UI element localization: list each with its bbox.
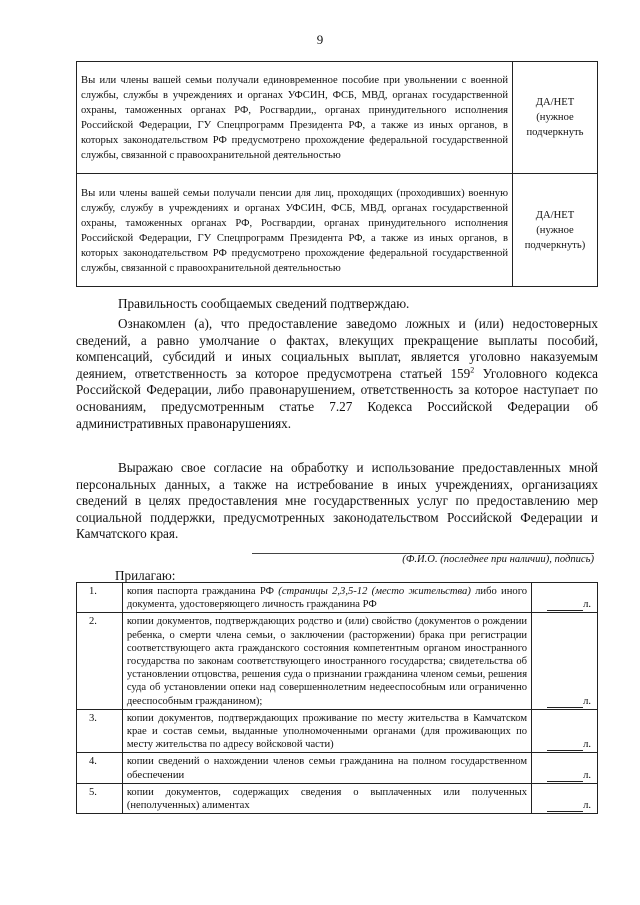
- answer-yes-no: ДА/НЕТ: [535, 209, 575, 221]
- page-number: 9: [316, 32, 324, 47]
- attachment-pages-field[interactable]: [532, 783, 598, 813]
- attachment-text: [122, 583, 531, 613]
- attachment-number: 1.: [77, 583, 123, 613]
- attachment-pages-field[interactable]: [532, 583, 598, 613]
- attachment-row: [77, 783, 598, 813]
- attachment-number: 5.: [77, 783, 123, 813]
- liability-warning: [76, 316, 598, 432]
- pages-suffix: л.: [583, 599, 591, 611]
- pages-suffix: л.: [583, 769, 591, 781]
- attachment-text-after: либо иного документа, удостоверяющего личность гражданина РФ: [126, 586, 528, 611]
- signature-caption: (Ф.И.О. (последнее при наличии), подпись): [402, 554, 594, 565]
- question-row: [77, 174, 598, 287]
- attachment-number: 4.: [77, 753, 123, 783]
- attachment-number: 3.: [77, 709, 123, 753]
- answer-yes-no: ДА/НЕТ: [535, 97, 575, 108]
- consent-statement: Выражаю свое согласие на обработку и использование предоставленных мной персональных данных, а также на истребование в иных учреждениях, организациях сведений в целях предоставления мне государственных услуг по предоставлению мер социальной поддержки, предусмотренных законодательством Российской Федерации и Камчатского края.: [76, 460, 598, 542]
- attachment-row: [77, 613, 598, 709]
- confirm-statement: Правильность сообщаемых сведений подтверждаю.: [118, 296, 410, 311]
- attachment-row: [77, 709, 598, 753]
- warning-text-part1: Ознакомлен (а), что предоставление заведомо ложных и (или) недостоверных сведений, а равно умолчание о фактах, влекущих прекращение выплаты пособий, компенсаций, субсидий и иных социальных выплат, является уголовно наказуемым деянием, ответственность за которое предусмотрена статьей 159: [76, 316, 598, 381]
- answer-note: (нужное подчеркнуть): [524, 224, 586, 251]
- pages-suffix: л.: [583, 695, 591, 707]
- question-text: Вы или члены вашей семьи получали пенсии для лиц, проходящих (проходивших) военную службу, службу в учреждениях и органах УФСИН, ФСБ, МВД, органах государственной охраны, таможенных органах РФ, Росгвардии, органах принудительного исполнения Российской Федерации, ГУ Спецпрограмм Президента РФ, а также из иных органов, в которых законодательством РФ предусмотрено прохождение федеральной государственной службы, связанной с правоохранительной деятельностью: [77, 174, 513, 287]
- questions-table: [76, 61, 598, 287]
- attachment-pages-field[interactable]: [532, 753, 598, 783]
- attachment-text-italic: (страницы 2,3,5-12 (место жительства): [278, 586, 471, 597]
- question-text: Вы или члены вашей семьи получали единовременное пособие при увольнении с военной службы, службы в учреждениях и органах УФСИН, ФСБ, МВД, органах государственной охраны, таможенных органах РФ, Росгвардии,, органах принудительного исполнения Российской Федерации, ГУ Спецпрограмм Президента РФ, а также из иных органов, в которых законодательством РФ предусмотрено прохождение федеральной государственной службы, связанной с правоохранительной деятельностью: [77, 62, 513, 174]
- attachment-text: копии документов, подтверждающих проживание по месту жительства в Камчатском крае и состав семьи, выданные уполномоченными органами (для проживающих по месту жительства по адресу войсковой части): [122, 709, 531, 753]
- attachment-row: [77, 583, 598, 613]
- pages-suffix: л.: [583, 800, 591, 812]
- answer-cell[interactable]: [513, 62, 598, 174]
- attachment-row: [77, 753, 598, 783]
- answer-note: (нужное подчеркнуть: [526, 112, 584, 138]
- attachment-text: копии документов, содержащих сведения о выплаченных или полученных (неполученных) алиментах: [122, 783, 531, 813]
- article-superscript: 2: [470, 365, 475, 375]
- attachments-table: [76, 582, 598, 814]
- attachment-pages-field[interactable]: [532, 709, 598, 753]
- attachment-text: копии документов, подтверждающих родство и (или) свойство (документов о рождении ребенка, о смерти члена семьи, о заключении (расторжении) брака при регистрации соответствующего акта гражданского состояния компетентным органом иностранного государства по законам соответствующего иностранного государства; свидетельства об установлении отцовства, решения суда о признании гражданина членом семьи, решения суда об установлении опеки над совершеннолетним недееспособным или ограниченно дееспособным гражданином);: [122, 613, 531, 709]
- pages-suffix: л.: [583, 739, 591, 751]
- attachment-pages-field[interactable]: [532, 613, 598, 709]
- answer-cell[interactable]: [513, 174, 598, 287]
- attachments-label: Прилагаю:: [115, 568, 176, 583]
- warning-text-part2: Уголовного кодекса Российской Федерации, либо правонарушением, ответственность за которое наступает по основаниям, предусмотренным статье 7.27 Кодекса Российской Федерации об административных правонарушениях.: [76, 365, 598, 431]
- attachment-text: копии сведений о нахождении членов семьи гражданина на полном государственном обеспечении: [122, 753, 531, 783]
- attachment-text-plain: копия паспорта гражданина РФ: [126, 586, 279, 597]
- question-row: [77, 62, 598, 174]
- attachment-number: 2.: [77, 613, 123, 709]
